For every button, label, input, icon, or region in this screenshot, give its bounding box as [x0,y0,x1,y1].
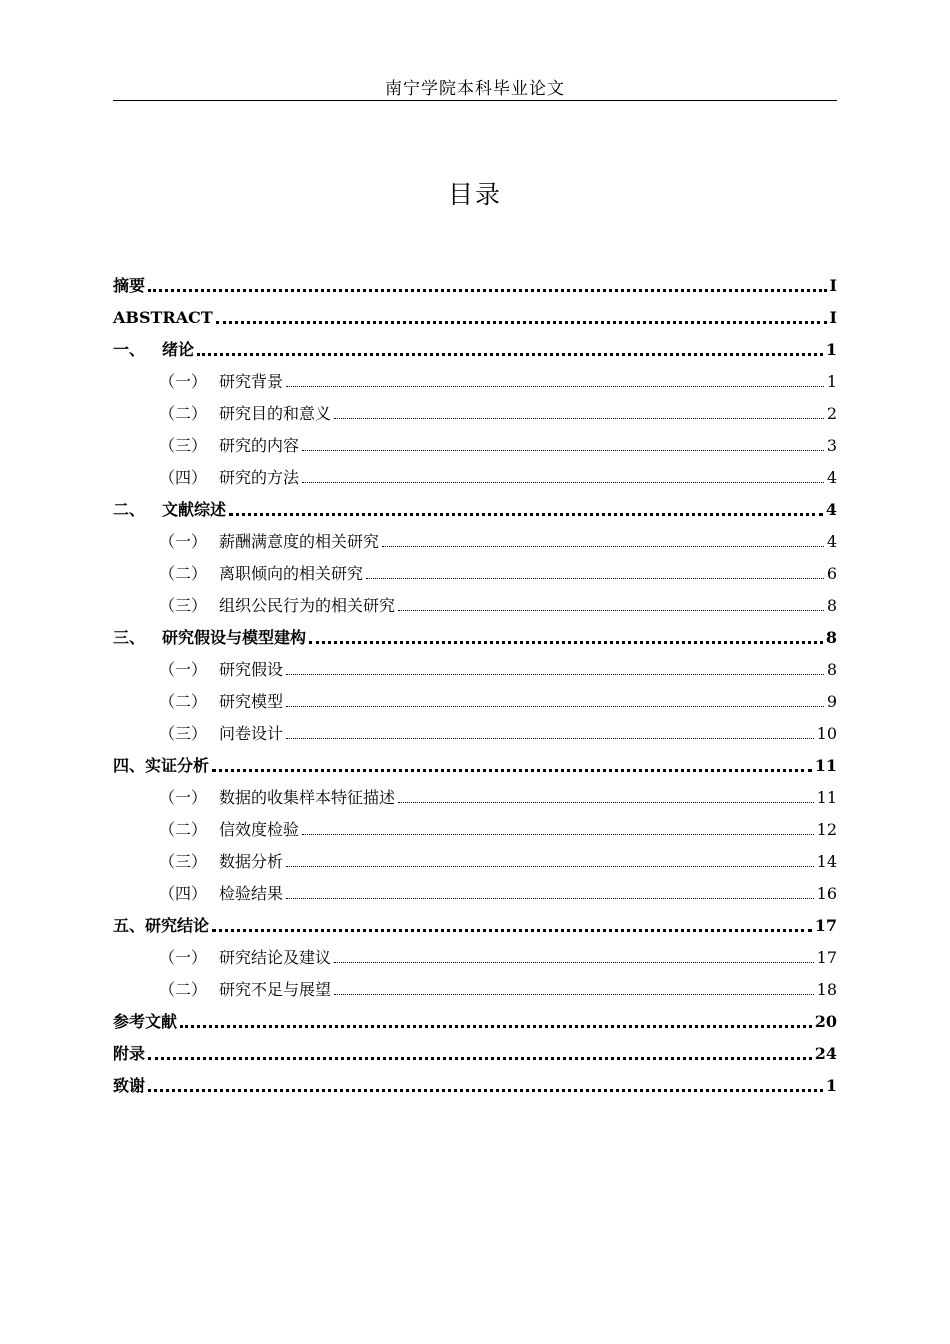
toc-entry-chapter[interactable] [113,1004,837,1036]
toc-entry-title: 问卷设计 [219,724,284,743]
toc-dot-leader [334,994,814,995]
toc-dot-leader [334,962,814,963]
toc-entry-page-number: 17 [816,948,837,967]
toc-entry-page-number: 11 [814,756,837,775]
toc-entry-number: （二） [159,692,208,711]
toc-entry-section[interactable] [113,524,837,556]
toc-entry-section[interactable] [113,716,837,748]
toc-entry-number: （一） [159,788,208,807]
toc-entry-number: 二、 [113,500,146,519]
toc-entry-section[interactable] [113,460,837,492]
toc-entry-page-number: 6 [826,564,837,583]
toc-entry-section[interactable] [113,556,837,588]
toc-entry-page-number: 16 [816,884,837,903]
toc-entry-chapter[interactable] [113,748,837,780]
toc-dot-leader [212,769,812,772]
toc-entry-number: 五、 [113,916,146,935]
toc-entry-section[interactable] [113,844,837,876]
toc-dot-leader [302,482,824,483]
toc-dot-leader [197,353,823,356]
toc-entry-title: 研究假设 [219,660,284,679]
toc-entry-title: 研究目的和意义 [219,404,332,423]
toc-entry-title: 致谢 [113,1076,146,1095]
toc-heading: 目录 [447,180,502,209]
toc-entry-number: （三） [159,436,208,455]
toc-dot-leader [216,321,827,324]
toc-entry-title: 研究的内容 [219,436,300,455]
toc-dot-leader [148,289,827,292]
toc-entry-page-number: 1 [825,340,837,359]
toc-entry-chapter[interactable] [113,1036,837,1068]
toc-entry-title: 摘要 [113,276,146,295]
toc-entry-section[interactable] [113,396,837,428]
toc-entry-page-number: 4 [825,500,837,519]
toc-entry-title: 检验结果 [219,884,284,903]
toc-entry-title: 研究的方法 [219,468,300,487]
toc-entry-title: 研究模型 [219,692,284,711]
toc-entry-title: ABSTRACT [113,308,213,327]
toc-entry-number: （二） [159,980,208,999]
toc-dot-leader [309,641,823,644]
toc-dot-leader [286,866,814,867]
toc-entry-section[interactable] [113,364,837,396]
toc-entry-section[interactable] [113,812,837,844]
toc-entry-chapter[interactable] [113,300,837,332]
toc-entry-title: 数据的收集样本特征描述 [219,788,396,807]
toc-entry-page-number: 9 [826,692,837,711]
toc-entry-page-number: I [829,308,837,327]
toc-entry-title: 研究结论及建议 [219,948,332,967]
toc-entry-section[interactable] [113,972,837,1004]
toc-entry-page-number: 12 [816,820,837,839]
toc-entry-number: （一） [159,660,208,679]
toc-entry-title: 数据分析 [219,852,284,871]
toc-dot-leader [229,513,823,516]
toc-dot-leader [366,578,824,579]
toc-entry-chapter[interactable] [113,268,837,300]
toc-entry-number: （四） [159,884,208,903]
toc-entry-title: 薪酬满意度的相关研究 [219,532,380,551]
toc-entry-page-number: 10 [816,724,837,743]
toc-entry-section[interactable] [113,588,837,620]
toc-entry-section[interactable] [113,876,837,908]
toc-dot-leader [212,929,812,932]
toc-entry-page-number: 17 [814,916,837,935]
toc-entry-page-number: 8 [826,596,837,615]
toc-entry-section[interactable] [113,940,837,972]
toc-dot-leader [302,450,824,451]
toc-entry-number: （三） [159,852,208,871]
toc-dot-leader [286,706,824,707]
toc-entry-title: 研究假设与模型建构 [162,628,307,647]
toc-entry-page-number: 8 [825,628,837,647]
toc-entry-section[interactable] [113,652,837,684]
toc-entry-section[interactable] [113,780,837,812]
toc-entry-page-number: 18 [816,980,837,999]
toc-entry-number: （四） [159,468,208,487]
toc-entry-title: 研究结论 [145,916,210,935]
toc-dot-leader [148,1089,823,1092]
toc-dot-leader [148,1057,812,1060]
toc-entry-title: 研究不足与展望 [219,980,332,999]
running-header: 南宁学院本科毕业论文 [385,79,565,99]
toc-dot-leader [286,386,824,387]
toc-entry-chapter[interactable] [113,492,837,524]
toc-entry-chapter[interactable] [113,908,837,940]
toc-entry-number: 四、 [113,756,146,775]
toc-entry-title: 信效度检验 [219,820,300,839]
toc-entry-number: （一） [159,372,208,391]
toc-dot-leader [382,546,824,547]
toc-entry-number: 一、 [113,340,146,359]
toc-entry-page-number: 20 [814,1012,837,1031]
toc-dot-leader [286,898,814,899]
toc-entry-title: 文献综述 [162,500,227,519]
toc-entry-section[interactable] [113,684,837,716]
toc-entry-number: （一） [159,532,208,551]
toc-entry-page-number: 1 [825,1076,837,1095]
toc-entry-page-number: 2 [826,404,837,423]
toc-entry-page-number: 3 [826,436,837,455]
toc-entry-title: 参考文献 [113,1012,178,1031]
toc-entry-number: 三、 [113,628,146,647]
toc-entry-page-number: 4 [826,532,837,551]
toc-list [113,268,837,1100]
toc-entry-page-number: 14 [816,852,837,871]
toc-entry-page-number: 24 [814,1044,837,1063]
toc-dot-leader [398,610,824,611]
toc-entry-number: （二） [159,404,208,423]
toc-entry-title: 离职倾向的相关研究 [219,564,364,583]
toc-entry-page-number: 8 [826,660,837,679]
toc-entry-title: 绪论 [162,340,195,359]
toc-entry-section[interactable] [113,428,837,460]
toc-dot-leader [286,738,814,739]
toc-entry-title: 研究背景 [219,372,284,391]
toc-dot-leader [286,674,824,675]
toc-dot-leader [180,1025,812,1028]
toc-entry-number: （三） [159,724,208,743]
toc-entry-number: （二） [159,564,208,583]
toc-entry-page-number: 11 [816,788,837,807]
toc-entry-title: 附录 [113,1044,146,1063]
toc-entry-chapter[interactable] [113,332,837,364]
toc-entry-title: 实证分析 [145,756,210,775]
toc-entry-page-number: 1 [826,372,837,391]
toc-entry-number: （一） [159,948,208,967]
toc-entry-chapter[interactable] [113,1068,837,1100]
toc-dot-leader [302,834,814,835]
toc-entry-chapter[interactable] [113,620,837,652]
toc-entry-title: 组织公民行为的相关研究 [219,596,396,615]
toc-entry-page-number: I [829,276,837,295]
toc-entry-page-number: 4 [826,468,837,487]
header-rule [113,100,837,101]
toc-entry-number: （三） [159,596,208,615]
toc-dot-leader [398,802,814,803]
toc-dot-leader [334,418,824,419]
toc-entry-number: （二） [159,820,208,839]
